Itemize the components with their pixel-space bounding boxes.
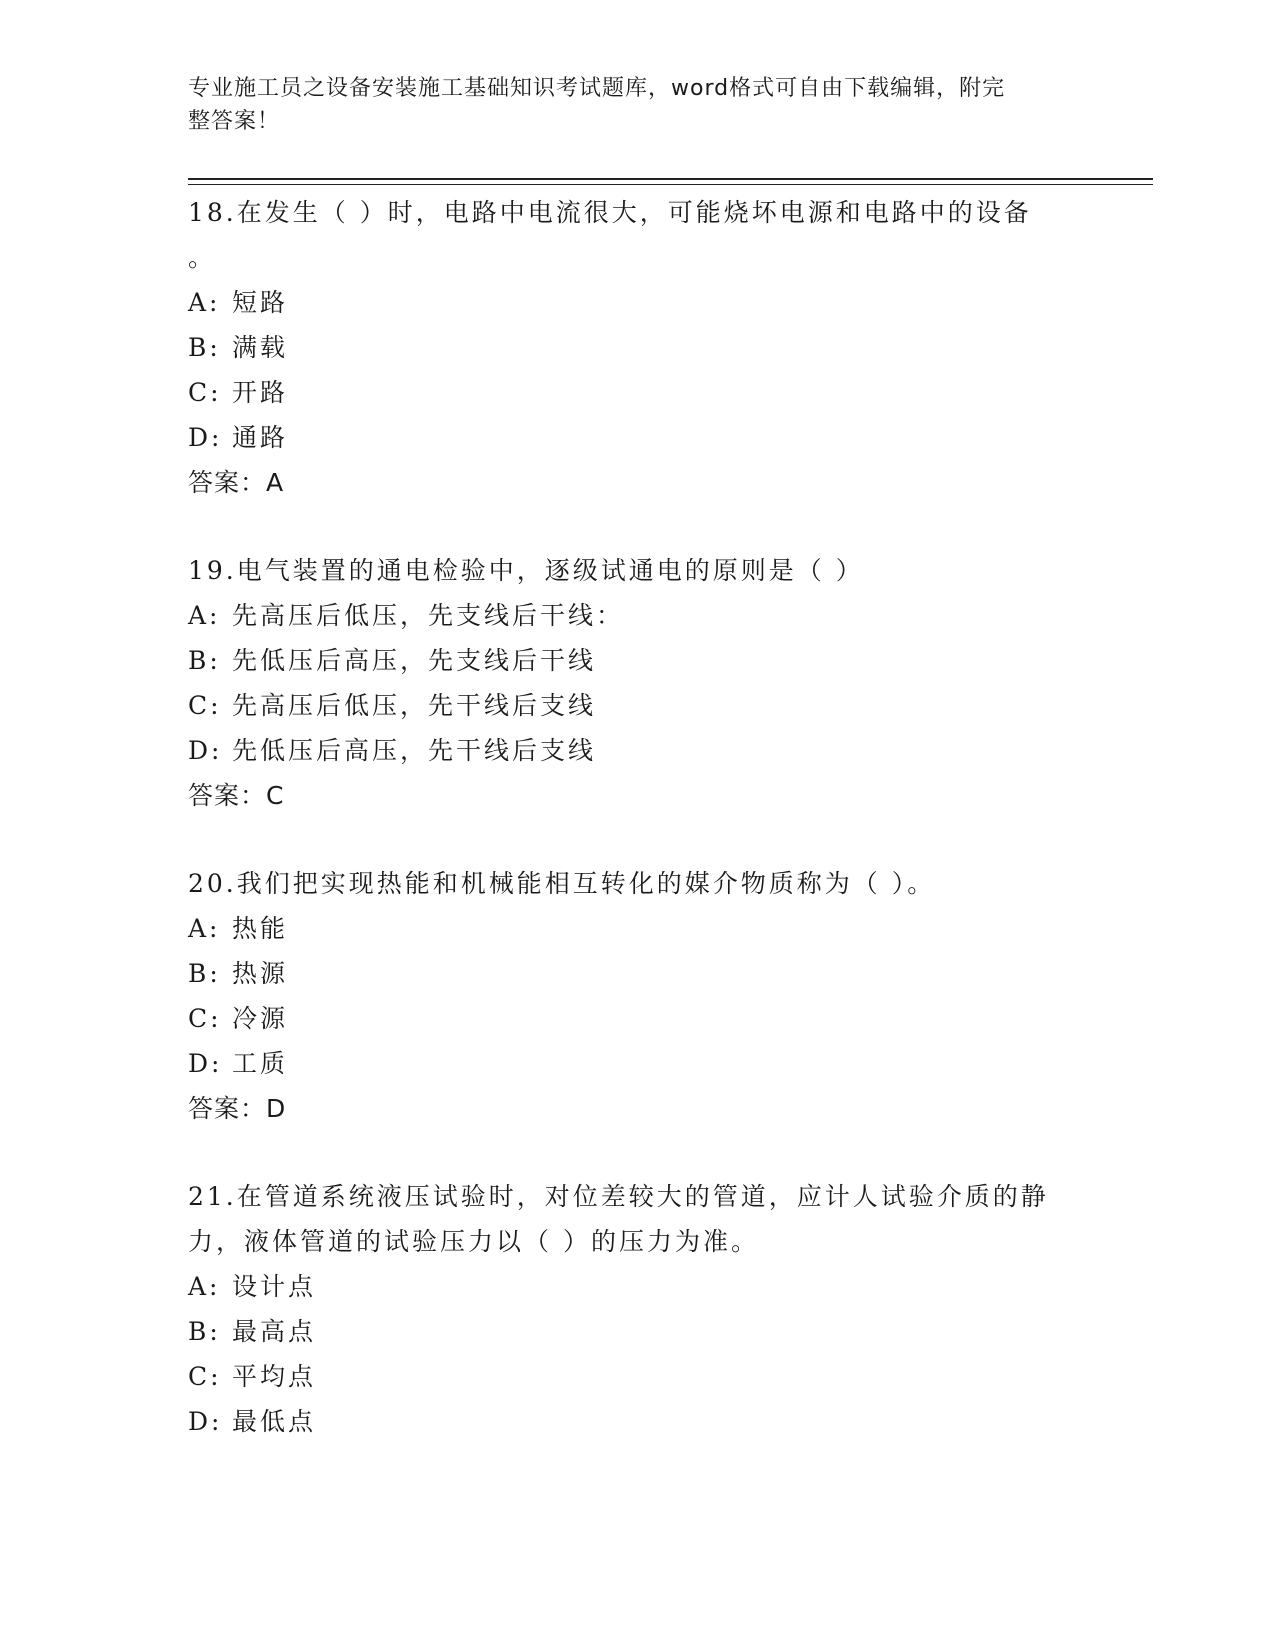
option-b (188, 1309, 1108, 1354)
answer-line: 答案：C (188, 781, 285, 810)
option-d (188, 1041, 1108, 1086)
option-letter: C: (188, 1004, 222, 1033)
option-letter: D: (188, 736, 223, 765)
header-divider-thin (188, 184, 1153, 185)
question-stem: 21.在管道系统液压试验时，对位差较大的管道，应计人试验介质的静 (188, 1182, 1049, 1211)
question-20 (188, 861, 1108, 1131)
option-text: 最低点 (232, 1407, 317, 1436)
option-text: 工质 (232, 1049, 289, 1078)
option-letter: C: (188, 1362, 222, 1391)
option-letter: B: (188, 333, 221, 362)
option-c (188, 370, 1108, 415)
option-letter: A: (188, 914, 221, 943)
option-letter: D: (188, 1049, 223, 1078)
question-list (188, 190, 1108, 1444)
option-c (188, 1354, 1108, 1399)
option-letter: B: (188, 959, 221, 988)
option-text: 先低压后高压，先干线后支线 (232, 736, 597, 765)
document-header (188, 72, 1068, 138)
question-stem: 20.我们把实现热能和机械能相互转化的媒介物质称为（ ）。 (188, 869, 936, 898)
option-text: 先高压后低压，先支线后干线： (232, 601, 625, 630)
option-text: 先低压后高压，先支线后干线 (232, 646, 597, 675)
option-a (188, 906, 1108, 951)
option-b (188, 638, 1108, 683)
question-18 (188, 190, 1108, 505)
option-letter: D: (188, 1407, 223, 1436)
option-c (188, 683, 1108, 728)
option-a (188, 280, 1108, 325)
option-b (188, 951, 1108, 996)
option-text: 冷源 (232, 1004, 289, 1033)
option-text: 热能 (232, 914, 289, 943)
option-c (188, 996, 1108, 1041)
question-21 (188, 1174, 1108, 1444)
option-d (188, 1399, 1108, 1444)
question-stem-continued: 力，液体管道的试验压力以（ ）的压力为准。 (188, 1227, 759, 1256)
option-text: 满载 (232, 333, 289, 362)
answer-line: 答案：D (188, 1094, 287, 1123)
option-a (188, 593, 1108, 638)
option-text: 平均点 (232, 1362, 317, 1391)
answer-line: 答案：A (188, 468, 285, 497)
option-text: 先高压后低压，先干线后支线 (232, 691, 597, 720)
question-stem-continued: 。 (188, 243, 217, 272)
option-b (188, 325, 1108, 370)
option-d (188, 415, 1108, 460)
option-letter: B: (188, 646, 221, 675)
option-letter: A: (188, 601, 221, 630)
option-letter: C: (188, 691, 222, 720)
option-d (188, 728, 1108, 773)
option-text: 通路 (232, 423, 289, 452)
option-letter: A: (188, 1272, 221, 1301)
option-letter: B: (188, 1317, 221, 1346)
question-19 (188, 548, 1108, 818)
option-text: 开路 (232, 378, 289, 407)
header-divider-thick (188, 178, 1153, 180)
option-text: 热源 (232, 959, 289, 988)
option-letter: C: (188, 378, 222, 407)
question-stem: 18.在发生（ ）时，电路中电流很大，可能烧坏电源和电路中的设备 (188, 198, 1032, 227)
option-text: 设计点 (232, 1272, 317, 1301)
header-line-2: 整答案！ (188, 109, 281, 134)
option-text: 短路 (232, 288, 289, 317)
option-letter: A: (188, 288, 221, 317)
option-a (188, 1264, 1108, 1309)
option-text: 最高点 (232, 1317, 317, 1346)
question-stem: 19.电气装置的通电检验中，逐级试通电的原则是（ ） (188, 556, 864, 585)
option-letter: D: (188, 423, 223, 452)
header-line-1: 专业施工员之设备安装施工基础知识考试题库，word格式可自由下载编辑，附完 (188, 76, 1006, 101)
